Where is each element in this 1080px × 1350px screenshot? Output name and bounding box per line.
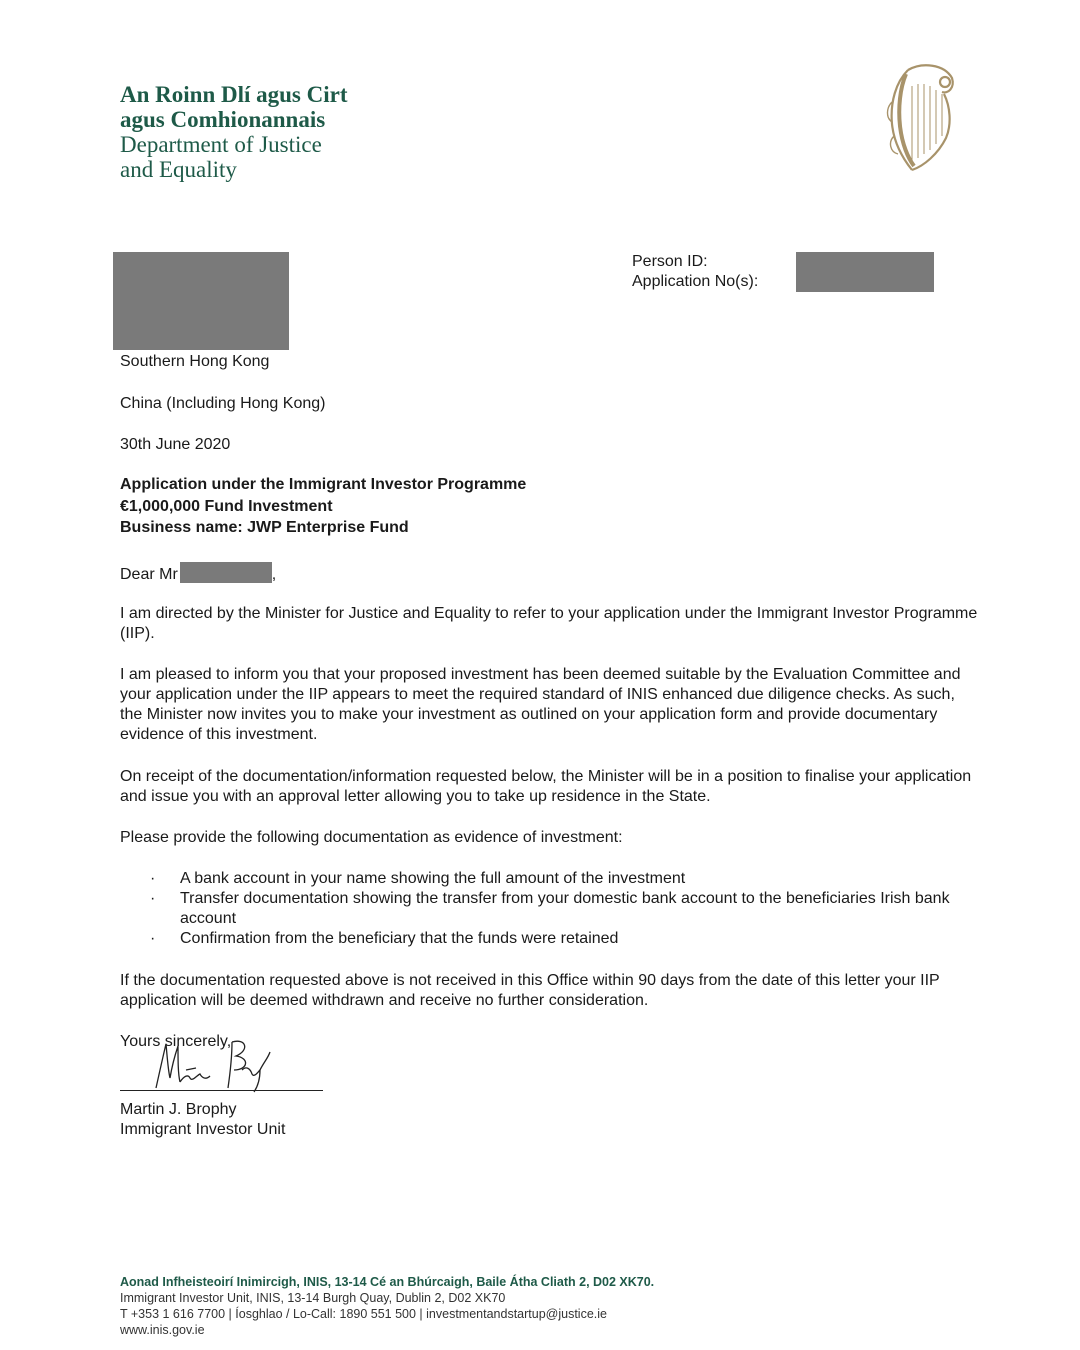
list-item: · Transfer documentation showing the transfer from your domestic bank account to the beneficiaries Irish bank account	[150, 889, 960, 929]
signer-unit: Immigrant Investor Unit	[120, 1121, 286, 1138]
department-name-english-line1: Department of Justice	[120, 132, 322, 157]
letter-date: 30th June 2020	[120, 436, 231, 453]
harp-icon	[882, 62, 956, 174]
recipient-address-line1: Southern Hong Kong	[120, 353, 270, 370]
subject-line1: Application under the Immigrant Investor Programme	[120, 476, 527, 493]
redacted-recipient-name	[180, 562, 272, 583]
valediction: Yours sincerely,	[120, 1033, 232, 1050]
body-paragraph-1: I am directed by the Minister for Justice and Equality to refer to your application under the Immigrant Investor Programme (IIP).	[120, 605, 978, 642]
subject-line2: €1,000,000 Fund Investment	[120, 497, 333, 515]
footer-irish-address: Aonad Infheisteoirí Inimircigh, INIS, 13-14 Cé an Bhúrcaigh, Baile Átha Cliath 2, D02 XK70.	[120, 1275, 655, 1289]
letterhead	[120, 82, 347, 182]
department-name-irish-line2: agus Comhionannais	[120, 107, 326, 132]
redacted-reference-numbers	[796, 252, 934, 292]
subject-line3: Business name: JWP Enterprise Fund	[120, 519, 409, 536]
signer-name: Martin J. Brophy	[120, 1101, 237, 1118]
signer-block	[120, 1100, 285, 1140]
evidence-list	[150, 869, 960, 949]
footer-english-address: Immigrant Investor Unit, INIS, 13-14 Burgh Quay, Dublin 2, D02 XK70	[120, 1291, 506, 1305]
body-paragraph-2: I am pleased to inform you that your proposed investment has been deemed suitable by the Evaluation Committee and your application under the IIP appears to meet the required standard of INIS enhanced due diligence checks. As such, the Minister now invites you to make your investment as outlined on your application form and provide documentary evidence of this investment.	[120, 666, 961, 743]
department-name-english-line2: and Equality	[120, 157, 237, 182]
list-item: · Confirmation from the beneficiary that the funds were retained	[150, 929, 960, 949]
salutation-suffix: ,	[271, 566, 277, 583]
body-paragraph-4: Please provide the following documentation as evidence of investment:	[120, 829, 623, 846]
person-id-label: Person ID:	[632, 253, 708, 270]
salutation	[120, 562, 276, 585]
salutation-prefix: Dear Mr	[120, 566, 178, 583]
list-item: · A bank account in your name showing the full amount of the investment	[150, 869, 960, 889]
footer-contact: T +353 1 616 7700 | Íosghlao / Lo-Call: 1890 551 500 | investmentandstartup@justice.ie	[120, 1307, 607, 1321]
letter-subject	[120, 474, 526, 539]
footer-website: www.inis.gov.ie	[120, 1323, 205, 1337]
redacted-recipient-address	[113, 252, 289, 350]
signature-line	[120, 1090, 323, 1091]
body-paragraph-3: On receipt of the documentation/information requested below, the Minister will be in a position to finalise your application and issue you with an approval letter allowing you to take up residence in the State.	[120, 768, 972, 805]
footer	[120, 1274, 654, 1338]
body-paragraph-5: If the documentation requested above is not received in this Office within 90 days from the date of this letter your IIP application will be deemed withdrawn and receive no further consideration.	[120, 972, 940, 1009]
department-name-irish-line1: An Roinn Dlí agus Cirt	[120, 82, 348, 107]
recipient-address-line2: China (Including Hong Kong)	[120, 395, 326, 412]
application-number-label: Application No(s):	[632, 273, 759, 290]
reference-block	[632, 252, 758, 292]
signature	[150, 1030, 280, 1094]
